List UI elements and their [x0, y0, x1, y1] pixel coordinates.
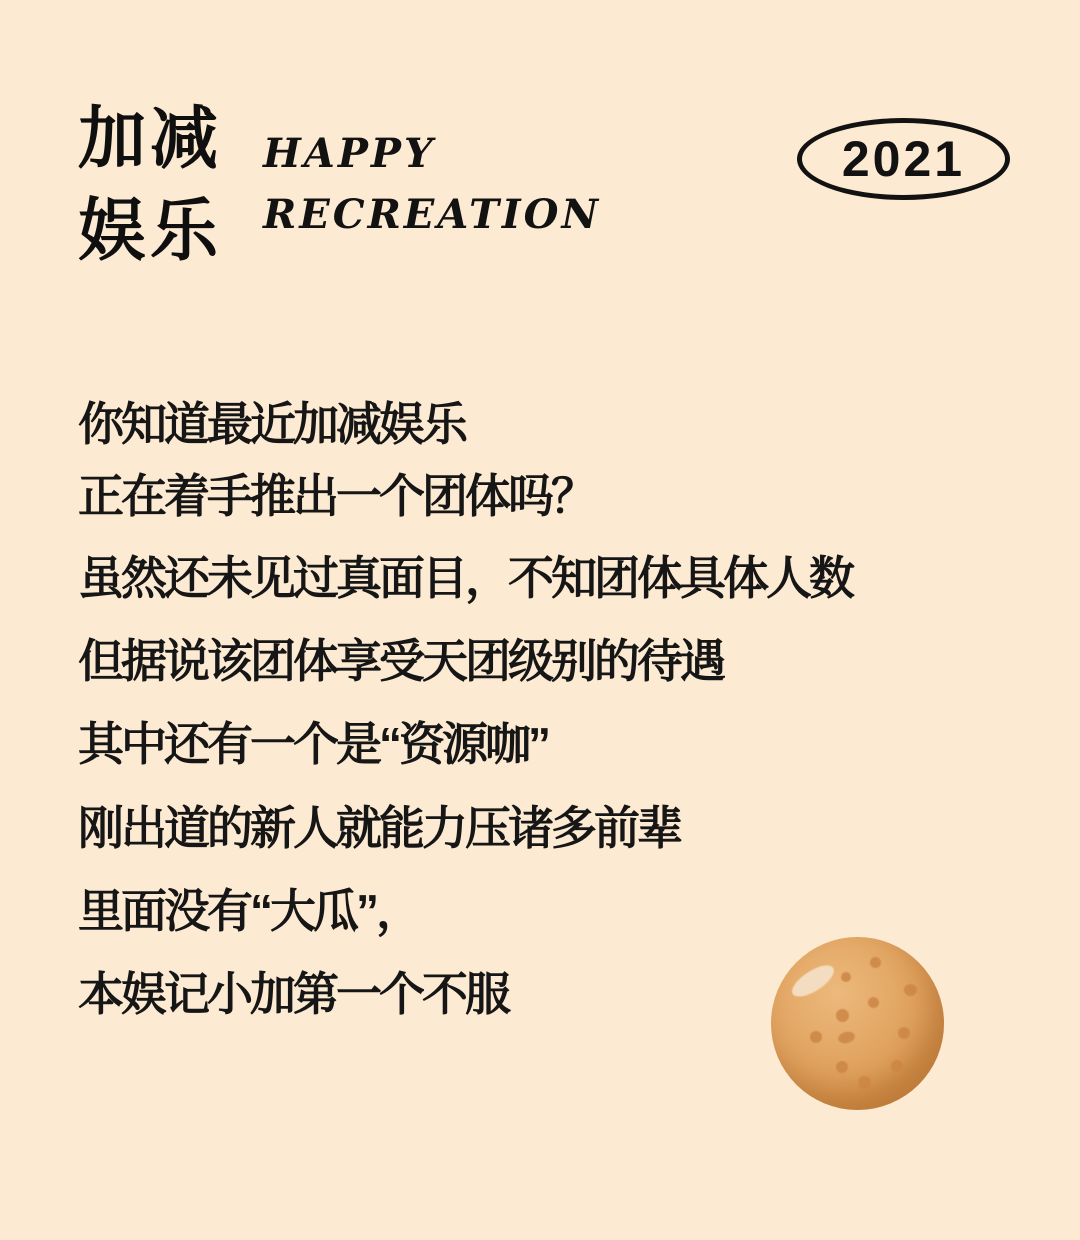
year-badge-label: 2021	[841, 131, 966, 187]
brand-en-line1: HAPPY	[263, 130, 436, 177]
cookie-spot	[841, 972, 851, 982]
cookie-spot	[868, 997, 879, 1008]
article-line: 但据说该团体享受天团级别的待遇	[78, 635, 723, 687]
cookie-spot	[891, 1060, 903, 1072]
article-line: 正在着手推出一个团体吗？	[78, 470, 594, 522]
cookie-illustration-icon	[771, 937, 944, 1110]
cookie-spot	[836, 1061, 848, 1073]
cookie-spot	[898, 1027, 910, 1039]
article-line: 你知道最近加减娱乐	[78, 398, 465, 450]
article-line: 刚出道的新人就能力压诸多前辈	[78, 802, 680, 854]
cookie-spot	[810, 1031, 822, 1043]
brand-cn-line2: 娱乐	[78, 193, 223, 269]
brand-logo-english	[263, 123, 601, 245]
cookie-spot	[858, 1076, 871, 1089]
cookie-spot	[904, 984, 917, 996]
cookie-spot	[836, 1009, 849, 1022]
cookie-spot	[837, 1030, 856, 1045]
cookie-spot	[870, 957, 881, 968]
year-badge	[797, 118, 1010, 200]
cookie-highlight	[787, 960, 838, 1003]
brand-en-line2: RECREATION	[263, 191, 602, 238]
article-line: 本娱记小加第一个不服	[78, 968, 508, 1020]
article-line: 其中还有一个是“资源咖”	[78, 718, 548, 770]
article-line: 虽然还未见过真面目，不知团体具体人数	[78, 552, 852, 604]
brand-cn-line1: 加减	[78, 101, 223, 177]
article-line: 里面没有“大瓜”，	[78, 885, 419, 937]
brand-logo-chinese	[78, 93, 222, 277]
